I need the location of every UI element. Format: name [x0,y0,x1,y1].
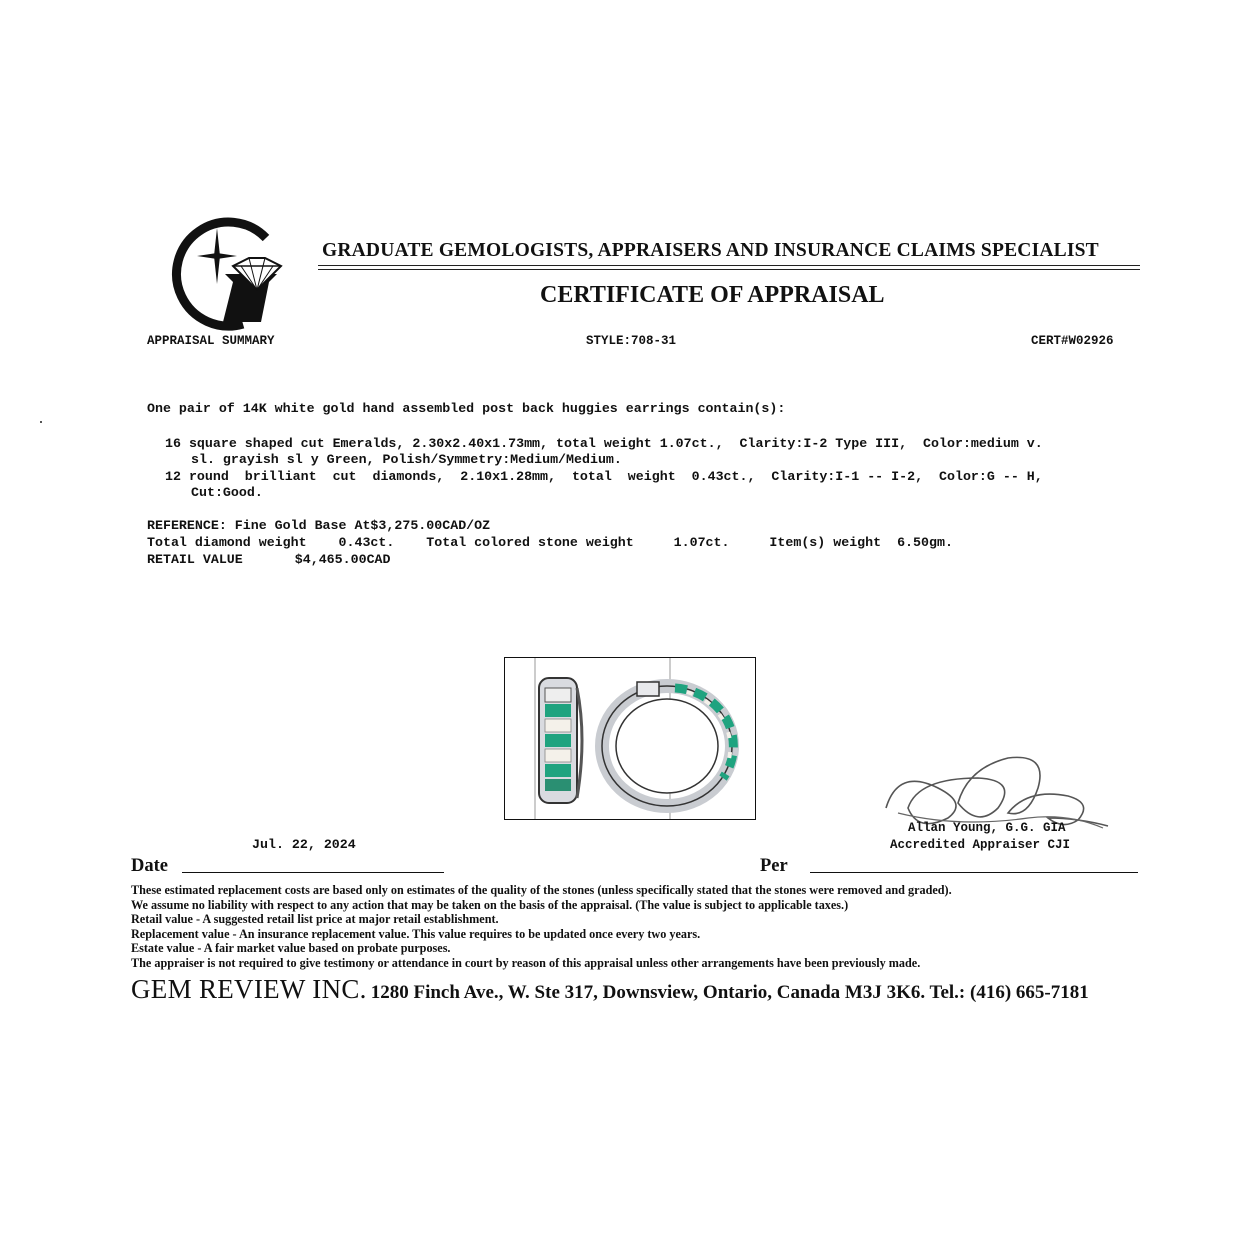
heading-rule [318,265,1140,266]
gold-reference: REFERENCE: Fine Gold Base At$3,275.00CAD/OZ [147,518,491,533]
disclaimer-line: The appraiser is not required to give testimony or attendance in court by reason of this appraisal unless other arrangements have been previously made. [131,956,921,970]
disclaimer-line: These estimated replacement costs are based only on estimates of the quality of the stones (unless specifically stated that the stones were removed and graded). [131,883,952,897]
per-underline [810,872,1138,873]
date-label: Date [131,856,168,876]
gemologist-logo-icon [163,210,285,332]
heading-rule [318,269,1140,270]
diamond-details-cont: Cut:Good. [191,485,263,500]
weights-summary: Total diamond weight 0.43ct. Total colored stone weight 1.07ct. Item(s) weight 6.50gm. [147,535,953,550]
retail-value-amount: $4,465.00CAD [294,552,391,567]
disclaimer-line: Retail value - A suggested retail list price at major retail establishment. [131,912,499,926]
retail-value-row [147,552,391,567]
company-name: GEM REVIEW INC. [131,974,367,1004]
date-underline [182,872,444,873]
style-number: STYLE:708-31 [586,334,677,348]
item-description: One pair of 14K white gold hand assembled post back huggies earrings contain(s): [147,401,786,416]
disclaimer-line: We assume no liability with respect to any action that may be taken on the basis of the appraisal. (The value is subject to applicable taxes.) [131,898,849,912]
diamond-details: 12 round brilliant cut diamonds, 2.10x1.28mm, total weight 0.43ct., Clarity:I-1 -- I-2, Color:G -- H, [165,469,1043,484]
appraisal-summary-label: APPRAISAL SUMMARY [147,334,275,348]
signer-title: Accredited Appraiser CJI [890,838,1071,852]
certificate-title: CERTIFICATE OF APPRAISAL [540,282,885,308]
earrings-photo [504,657,756,820]
retail-value-label: RETAIL VALUE [147,552,243,567]
disclaimer-line: Estate value - A fair market value based on probate purposes. [131,941,451,955]
disclaimer-line: Replacement value - An insurance replacement value. This value requires to be updated once every two years. [131,927,701,941]
certificate-number: CERT#W02926 [1031,334,1114,348]
company-footer [131,974,1089,1005]
earrings-illustration [505,658,755,819]
organization-heading: GRADUATE GEMOLOGISTS, APPRAISERS AND INSURANCE CLAIMS SPECIALIST [322,240,1099,261]
company-address: 1280 Finch Ave., W. Ste 317, Downsview, Ontario, Canada M3J 3K6. Tel.: (416) 665-7181 [370,982,1089,1003]
per-label: Per [760,856,788,876]
signer-name: Allan Young, G.G. GIA [908,821,1066,835]
appraisal-date: Jul. 22, 2024 [252,837,356,852]
emerald-details-cont: sl. grayish sl y Green, Polish/Symmetry:Medium/Medium. [191,452,622,467]
emerald-details: 16 square shaped cut Emeralds, 2.30x2.40x1.73mm, total weight 1.07ct., Clarity:I-2 Type III, Color:medium v. [165,436,1043,451]
scan-speck [40,421,42,423]
